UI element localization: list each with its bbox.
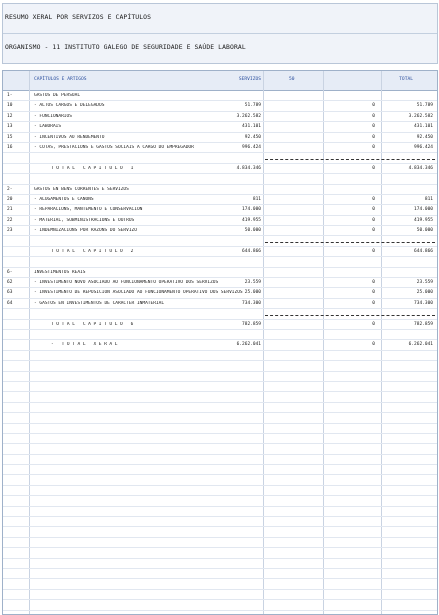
table-row [3,548,437,558]
report-title: RESUMO XERAL POR SERVIZOS E CAPÍTULOS [5,13,152,21]
table-row [3,465,437,475]
row-servizos-value: 811 [252,196,261,202]
row-50-value: 0 [372,217,375,223]
table-row [3,164,437,174]
header-divider [3,33,437,34]
table-row [3,257,437,267]
table-row [3,247,437,257]
table-row [3,507,437,517]
budget-table [2,70,438,615]
table-row [3,112,437,122]
row-servizos-value: 4.834.346 [236,165,261,171]
row-description: GASTOS EN BENS CORRENTES E SERVIZOS [34,186,129,192]
row-description: - REPARACIÓNS, MANTEMENTO E CONSERVACIÓN [34,207,143,213]
table-row [3,236,437,246]
table-row [3,174,437,184]
row-code: 15 [7,134,13,140]
row-description: TOTAL CAPÍTULO 6 [51,321,136,327]
table-row [3,309,437,319]
table-row [3,475,437,485]
row-description: TOTAL CAPÍTULO 1 [51,165,136,171]
row-total-value: 6.262.041 [408,342,433,348]
table-row [3,590,437,600]
table-row [3,372,437,382]
row-servizos-value: 419.955 [242,217,261,223]
row-description: - INVESTIMENTO DE REPOSICIÓN ASOCIADO AO FUNCIONAMENTO OPERATIVO DOS SERVIZOS [34,290,243,296]
table-row [3,569,437,579]
col-header-total: TOTAL [399,77,413,82]
row-code: 21 [7,207,13,213]
subtotal-dashed-line [265,315,435,316]
row-50-value: 0 [372,134,375,140]
row-total-value: 734.300 [414,300,433,306]
row-servizos-value: 431.101 [242,124,261,130]
table-row [3,351,437,361]
row-50-value: 0 [372,144,375,150]
row-50-value: 0 [372,113,375,119]
table-row [3,299,437,309]
row-total-value: 996.424 [414,144,433,150]
table-row [3,133,437,143]
row-code: 64 [7,300,13,306]
row-description: - INCENTIVOS AO RENDEMENTO [34,134,105,140]
col-header-chapters: CAPÍTULOS E ARTIGOS [34,77,87,82]
row-description: - GASTOS EN INVESTIMENTOS DE CARÁCTER INMATERIAL [34,300,165,306]
row-total-value: 25.000 [416,290,433,296]
row-50-value: 0 [372,207,375,213]
row-description: - TOTAL XERAL [51,342,121,348]
row-total-value: 23.559 [416,280,433,286]
table-row [3,600,437,610]
table-row [3,455,437,465]
table-row [3,434,437,444]
row-servizos-value: 996.424 [242,144,261,150]
row-description: - FUNCIONARIOS [34,113,72,119]
row-description: - INDEMNIZACIÓNS POR RAZÓNS DO SERVIZO [34,228,137,234]
table-row [3,579,437,589]
row-code: 13 [7,124,13,130]
row-50-value: 0 [372,290,375,296]
row-50-value: 0 [372,300,375,306]
row-total-value: 419.955 [414,217,433,223]
table-row [3,424,437,434]
row-50-value: 0 [372,165,375,171]
table-row [3,517,437,527]
col-header-50: 50 [289,77,295,82]
table-row [3,527,437,537]
row-code: 10 [7,103,13,109]
table-row [3,413,437,423]
row-servizos-value: 92.450 [244,134,261,140]
organism-label: ORGANISMO - 11 INSTITUTO GALEGO DE SEGURIDADE E SAÚDE LABORAL [5,43,246,51]
row-50-value: 0 [372,280,375,286]
row-total-value: 431.101 [414,124,433,130]
table-row [3,330,437,340]
table-row [3,392,437,402]
table-row [3,486,437,496]
table-row [3,195,437,205]
table-row [3,496,437,506]
row-50-value: 0 [372,124,375,130]
row-servizos-value: 51.789 [244,103,261,109]
table-body [3,91,437,615]
row-description: - INVESTIMENTO NOVO ASOCIADO AO FUNCIONAMENTO OPERATIVO DOS SERVIZOS [34,280,219,286]
row-50-value: 0 [372,321,375,327]
row-description: - ALTOS CARGOS E DELEGADOS [34,103,105,109]
row-total-value: 92.450 [416,134,433,140]
row-total-value: 4.834.346 [408,165,433,171]
table-row [3,559,437,569]
row-description: - ALUGAMENTOS E CANONS [34,196,94,202]
row-description: - LABORAIS [34,124,62,130]
table-row [3,153,437,163]
row-50-value: 0 [372,103,375,109]
row-code: 2- [7,186,13,192]
subtotal-dashed-line [265,242,435,243]
table-row [3,226,437,236]
table-row [3,268,437,278]
table-header [3,71,437,91]
row-total-value: 50.000 [416,228,433,234]
row-code: 62 [7,280,13,286]
row-servizos-value: 50.000 [244,228,261,234]
row-servizos-value: 734.300 [242,300,261,306]
table-row [3,205,437,215]
row-code: 16 [7,144,13,150]
row-description: TOTAL CAPÍTULO 2 [51,248,136,254]
row-total-value: 644.866 [414,248,433,254]
table-row [3,444,437,454]
row-servizos-value: 782.859 [242,321,261,327]
row-code: 20 [7,196,13,202]
row-description: - MATERIAL, SUBMINISTRACIÓNS E OUTROS [34,217,135,223]
row-code: 1- [7,93,13,98]
row-servizos-value: 23.559 [244,280,261,286]
row-servizos-value: 644.866 [242,248,261,254]
table-row [3,288,437,298]
row-total-value: 782.859 [414,321,433,327]
report-header [2,3,438,64]
row-50-value: 0 [372,248,375,254]
table-row [3,185,437,195]
row-code: 63 [7,290,13,296]
row-total-value: 811 [424,196,433,202]
row-servizos-value: 25.000 [244,290,261,296]
row-50-value: 0 [372,342,375,348]
row-total-value: 51.789 [416,103,433,109]
table-row [3,340,437,350]
row-description: INVESTIMENTOS REAIS [34,269,86,275]
row-50-value: 0 [372,196,375,202]
row-code: 12 [7,113,13,119]
table-row [3,403,437,413]
table-row [3,278,437,288]
row-description: - COTAS, PRESTACIÓNS E GASTOS SOCIAIS A CARGO DO EMPREGADOR [34,144,194,150]
table-row [3,101,437,111]
subtotal-dashed-line [265,159,435,160]
table-row [3,538,437,548]
table-row [3,122,437,132]
table-row [3,216,437,226]
row-servizos-value: 174.000 [242,207,261,213]
table-row [3,320,437,330]
col-header-servizos: SERVIZOS [238,77,261,82]
table-row [3,382,437,392]
row-servizos-value: 3.262.582 [236,113,261,119]
row-50-value: 0 [372,228,375,234]
row-code: 6- [7,269,13,275]
row-total-value: 3.262.582 [408,113,433,119]
table-row [3,143,437,153]
table-row [3,91,437,101]
row-code: 23 [7,228,13,234]
table-row [3,611,437,615]
row-servizos-value: 6.262.041 [236,342,261,348]
row-code: 22 [7,217,13,223]
table-row [3,361,437,371]
row-total-value: 174.000 [414,207,433,213]
row-description: GASTOS DE PERSOAL [34,93,81,98]
